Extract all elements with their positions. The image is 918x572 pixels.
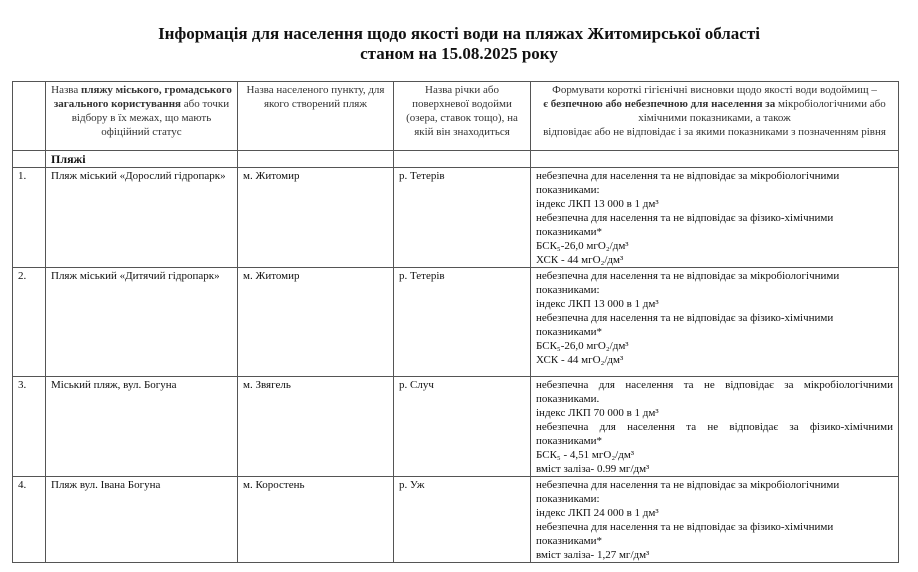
header-settlement: Назва населеного пункту, для якого створений пляж bbox=[238, 82, 394, 151]
conclusion-line: небезпечна для населення та не відповідає за фізико-хімічними показниками* bbox=[536, 421, 893, 447]
beach-name: Пляж міський «Дорослий гідропарк» bbox=[46, 168, 238, 268]
table-row bbox=[13, 168, 899, 268]
beach-name: Міський пляж, вул. Богуна bbox=[46, 377, 238, 477]
beach-name: Пляж міський «Дитячий гідропарк» bbox=[46, 268, 238, 377]
conclusion-line: ХСК - 44 мгО₂/дм³ bbox=[536, 354, 624, 366]
header-water-body: Назва річки або поверхневої водойми (озера, ставок тощо), на якій він знаходиться bbox=[394, 82, 531, 151]
water-body: р. Уж bbox=[394, 477, 531, 563]
water-body: р. Тетерів bbox=[394, 168, 531, 268]
section-label: Пляжі bbox=[51, 152, 86, 166]
conclusion-line: небезпечна для населення та не відповідає за фізико-хімічними показниками* bbox=[536, 312, 834, 338]
header-conclusion-line2 bbox=[536, 97, 893, 125]
document-title bbox=[0, 24, 918, 64]
conclusion-line: індекс ЛКП 24 000 в 1 дм³ bbox=[536, 507, 659, 519]
header-beach-name-bold: пляжу міського, громадського загального користування bbox=[53, 84, 232, 110]
conclusion-line: індекс ЛКП 13 000 в 1 дм³ bbox=[536, 198, 659, 210]
settlement: м. Житомир bbox=[238, 268, 394, 377]
header-conclusion-post: мікробіологічними або хімічними показниками, а також bbox=[638, 98, 886, 124]
table-row bbox=[13, 268, 899, 377]
header-conclusion-line1: Формувати короткі гігієнічні висновки щодо якості води водоймищ – bbox=[552, 84, 877, 96]
row-number: 3. bbox=[13, 377, 46, 477]
conclusion-line: вміст заліза- 0.99 мг/дм³ bbox=[536, 463, 650, 475]
conclusion-line: БСК₅ - 4,51 мгО₂/дм³ bbox=[536, 449, 635, 461]
row-number: 2. bbox=[13, 268, 46, 377]
row-number: 4. bbox=[13, 477, 46, 563]
table-row bbox=[13, 377, 899, 477]
beach-name: Пляж вул. Івана Богуна bbox=[46, 477, 238, 563]
conclusion-line: індекс ЛКП 70 000 в 1 дм³ bbox=[536, 407, 659, 419]
table-header-row bbox=[13, 82, 899, 151]
row-number: 1. bbox=[13, 168, 46, 268]
conclusion-line: небезпечна для населення та не відповідає за фізико-хімічними показниками* bbox=[536, 521, 834, 547]
conclusion-line: ХСК - 44 мгО₂/дм³ bbox=[536, 254, 624, 266]
header-beach-name bbox=[46, 82, 238, 151]
section-row bbox=[13, 151, 899, 168]
header-beach-name-post: або точки відбору в їх межах, що мають офіційний статус bbox=[71, 98, 230, 138]
conclusion bbox=[531, 377, 899, 477]
conclusion-line: БСК₅-26,0 мгО₂/дм³ bbox=[536, 340, 629, 352]
settlement: м. Житомир bbox=[238, 168, 394, 268]
header-conclusion bbox=[531, 82, 899, 151]
table-row bbox=[13, 477, 899, 563]
conclusion-line: небезпечна для населення та не відповідає за мікробіологічними показниками: bbox=[536, 479, 840, 505]
title-line-1: Інформація для населення щодо якості води на пляжах Житомирської області bbox=[158, 24, 760, 43]
conclusion-line: небезпечна для населення та не відповідає за мікробіологічними показниками: bbox=[536, 170, 840, 196]
conclusion-line: вміст заліза- 1,27 мг/дм³ bbox=[536, 549, 650, 561]
conclusion-line: небезпечна для населення та не відповідає за мікробіологічними показниками. bbox=[536, 379, 893, 405]
header-num bbox=[13, 82, 46, 151]
water-body: р. Тетерів bbox=[394, 268, 531, 377]
conclusion bbox=[531, 477, 899, 563]
header-beach-name-pre: Назва bbox=[51, 84, 81, 96]
title-line-2: станом на 15.08.2025 року bbox=[360, 44, 558, 63]
conclusion-line: небезпечна для населення та не відповідає за фізико-хімічними показниками* bbox=[536, 212, 834, 238]
conclusion bbox=[531, 168, 899, 268]
settlement: м. Звягель bbox=[238, 377, 394, 477]
conclusion-line: індекс ЛКП 13 000 в 1 дм³ bbox=[536, 298, 659, 310]
settlement: м. Коростень bbox=[238, 477, 394, 563]
header-conclusion-bold: є безпечною або небезпечною для населення за bbox=[543, 98, 776, 110]
water-body: р. Случ bbox=[394, 377, 531, 477]
conclusion bbox=[531, 268, 899, 377]
water-quality-table bbox=[12, 81, 899, 563]
conclusion-line: небезпечна для населення та не відповідає за мікробіологічними показниками: bbox=[536, 270, 840, 296]
conclusion-line: БСК₅-26,0 мгО₂/дм³ bbox=[536, 240, 629, 252]
header-conclusion-line3: відповідає або не відповідає і за якими показниками з позначенням рівня bbox=[543, 126, 886, 138]
